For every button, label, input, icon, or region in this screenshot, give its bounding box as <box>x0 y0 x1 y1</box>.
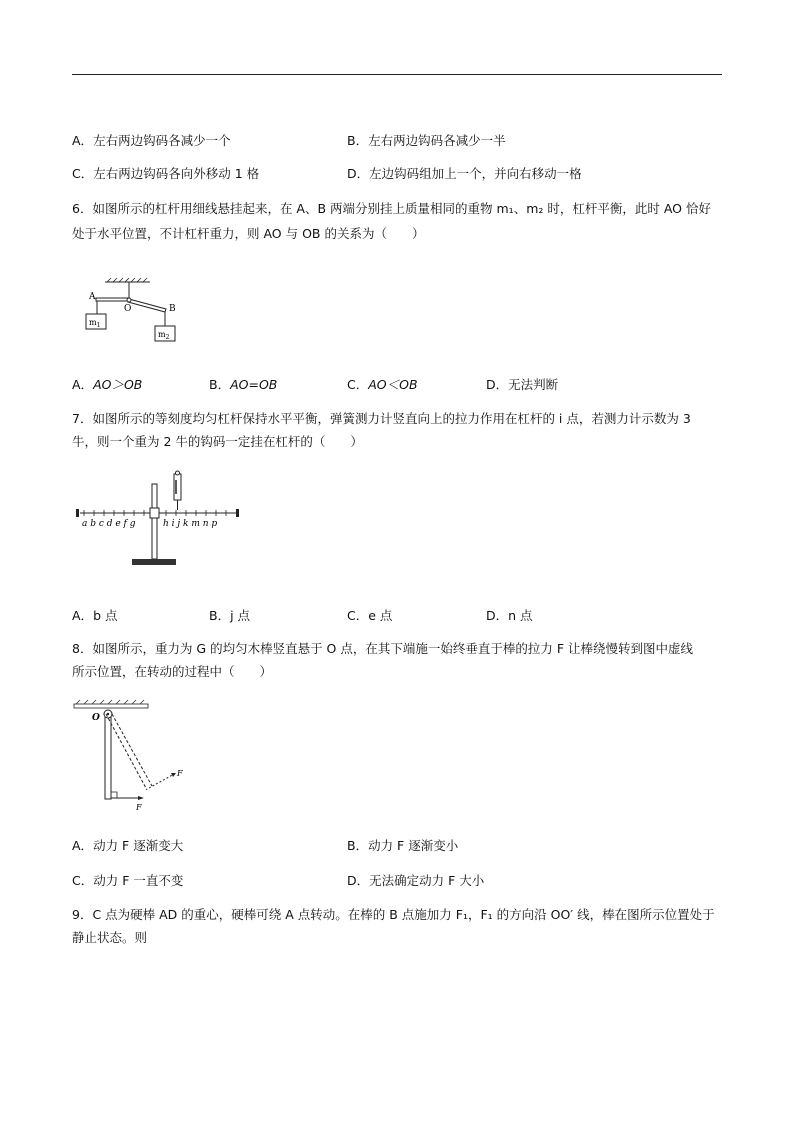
q5-option-d[interactable]: D．左边钩码组加上一个，并向右移动一格 <box>347 166 582 181</box>
q7-letters-left: a b c d e f g <box>82 519 136 529</box>
q6-option-d[interactable]: D．无法判断 <box>486 377 559 392</box>
q9-question-line2: 静止状态。则 <box>72 930 148 945</box>
q8-question-line1: 8．如图所示，重力为 G 的均匀木棒竖直悬于 O 点，在其下端施一始终垂直于棒的拉力 F 让棒绕慢转到图中虚线 <box>72 641 694 656</box>
q5-option-b[interactable]: B．左右两边钩码各减少一半 <box>347 133 506 148</box>
q8-option-d[interactable]: D．无法确定动力 F 大小 <box>347 873 485 888</box>
q8-rod-figure <box>72 700 182 815</box>
q6-lever-figure <box>80 280 190 346</box>
q8-label-f-dashed: F <box>177 769 183 778</box>
q6-mass1-sub: 1 <box>96 322 101 329</box>
q7-option-a[interactable]: A．b 点 <box>72 608 118 623</box>
q6-label-b: B <box>169 304 176 314</box>
q6-option-c[interactable]: C．AO＜OB <box>347 377 418 392</box>
q6-label-a: A <box>89 292 96 302</box>
q6-mass1-label: m <box>89 318 97 327</box>
q7-lever-figure <box>74 470 246 580</box>
q8-option-a[interactable]: A．动力 F 逐渐变大 <box>72 838 184 853</box>
q8-option-b[interactable]: B．动力 F 逐渐变小 <box>347 838 459 853</box>
q5-option-c[interactable]: C．左右两边钩码各向外移动 1 格 <box>72 166 260 181</box>
q6-question-line2: 处于水平位置，不计杠杆重力，则 AO 与 OB 的关系为（ ） <box>72 226 425 241</box>
header-rule <box>72 74 722 75</box>
q8-label-f-solid: F <box>136 803 142 812</box>
q6-question-line1: 6．如图所示的杠杆用细线悬挂起来，在 A、B 两端分别挂上质量相同的重物 m₁、m₂ 时，杠杆平衡，此时 AO 恰好 <box>72 201 711 216</box>
q7-option-c[interactable]: C．e 点 <box>347 608 393 623</box>
q8-label-o: O <box>92 713 100 723</box>
q7-option-d[interactable]: D．n 点 <box>486 608 533 623</box>
q7-question-line1: 7．如图所示的等刻度均匀杠杆保持水平平衡，弹簧测力计竖直向上的拉力作用在杠杆的 i 点，若测力计示数为 3 <box>72 411 691 426</box>
q8-option-c[interactable]: C．动力 F 一直不变 <box>72 873 184 888</box>
q6-mass2-sub: 2 <box>165 334 170 341</box>
q9-question-line1: 9．C 点为硬棒 AD 的重心，硬棒可绕 A 点转动。在棒的 B 点施加力 F₁，F₁ 的方向沿 OO′ 线，棒在图所示位置处于 <box>72 907 715 922</box>
q7-option-b[interactable]: B．j 点 <box>209 608 251 623</box>
q6-option-b[interactable]: B．AO=OB <box>209 377 278 392</box>
q7-letters-right: h i j k m n p <box>163 519 218 529</box>
q7-question-line2: 牛，则一个重为 2 牛的钩码一定挂在杠杆的（ ） <box>72 434 363 449</box>
q6-label-o: O <box>124 304 132 314</box>
q6-option-a[interactable]: A．AO＞OB <box>72 377 143 392</box>
q8-question-line2: 所示位置，在转动的过程中（ ） <box>72 664 273 679</box>
q5-option-a[interactable]: A．左右两边钩码各减少一个 <box>72 133 231 148</box>
q6-mass2-label: m <box>158 330 166 339</box>
